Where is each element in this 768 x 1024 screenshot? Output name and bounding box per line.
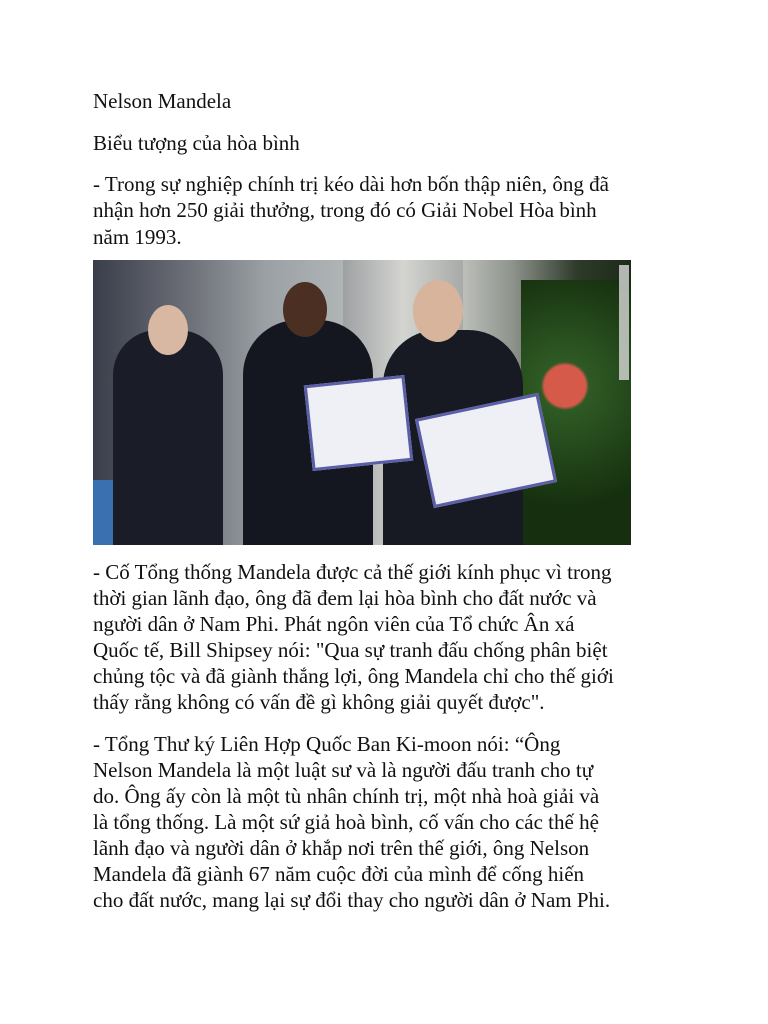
document-subtitle: Biểu tượng của hòa bình bbox=[93, 131, 300, 155]
nobel-ceremony-photo bbox=[93, 260, 631, 545]
paragraph-2-line: Quốc tế, Bill Shipsey nói: "Qua sự tranh đấu chống phân biệt bbox=[93, 638, 608, 662]
paragraph-3-line: Mandela đã giành 67 năm cuộc đời của mình để cống hiến bbox=[93, 862, 585, 886]
paragraph-1-line: năm 1993. bbox=[93, 225, 182, 249]
paragraph-2-line: người dân ở Nam Phi. Phát ngôn viên của Tổ chức Ân xá bbox=[93, 612, 575, 636]
paragraph-2-line: thời gian lãnh đạo, ông đã đem lại hòa bình cho đất nước và bbox=[93, 586, 597, 610]
paragraph-3-line: - Tổng Thư ký Liên Hợp Quốc Ban Ki-moon nói: “Ông bbox=[93, 732, 561, 756]
paragraph-3-line: do. Ông ấy còn là một tù nhân chính trị, một nhà hoà giải và bbox=[93, 784, 600, 808]
paragraph-1-line: - Trong sự nghiệp chính trị kéo dài hơn bốn thập niên, ông đã bbox=[93, 172, 609, 196]
paragraph-3-line: lãnh đạo và người dân ở khắp nơi trên thế giới, ông Nelson bbox=[93, 836, 590, 860]
paragraph-3-line: Nelson Mandela là một luật sư và là người đấu tranh cho tự bbox=[93, 758, 594, 782]
paragraph-3-line: là tổng thống. Là một sứ giả hoà bình, cố vấn cho các thế hệ bbox=[93, 810, 599, 834]
paragraph-2-line: thấy rằng không có vấn đề gì không giải quyết được". bbox=[93, 690, 545, 714]
paragraph-2-line: - Cố Tổng thống Mandela được cả thế giới kính phục vì trong bbox=[93, 560, 612, 584]
paragraph-3-line: cho đất nước, mang lại sự đổi thay cho người dân ở Nam Phi. bbox=[93, 888, 611, 912]
paragraph-2-line: chủng tộc và đã giành thắng lợi, ông Mandela chỉ cho thế giới bbox=[93, 664, 614, 688]
photo-watermark bbox=[619, 265, 629, 380]
paragraph-1-line: nhận hơn 250 giải thưởng, trong đó có Giải Nobel Hòa bình bbox=[93, 198, 597, 222]
document-title: Nelson Mandela bbox=[93, 89, 232, 113]
